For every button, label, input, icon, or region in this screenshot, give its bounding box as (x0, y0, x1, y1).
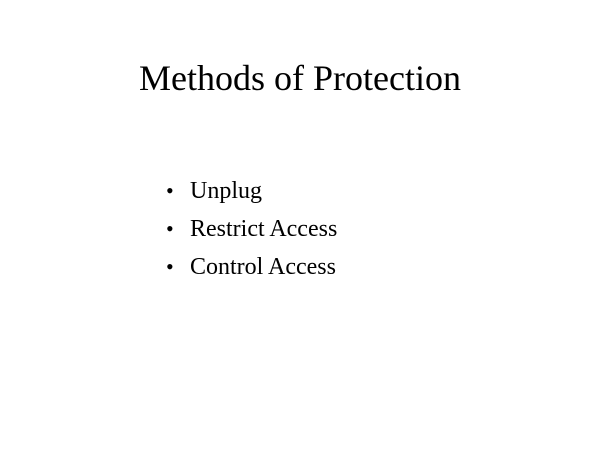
bullet-list (166, 172, 337, 286)
slide-title: Methods of Protection (139, 58, 461, 98)
bullet-icon: • (166, 254, 174, 279)
bullet-item-control-access (166, 248, 337, 286)
bullet-text: Restrict Access (190, 216, 338, 242)
bullet-item-unplug (166, 172, 337, 210)
bullet-icon: • (166, 216, 174, 241)
bullet-item-restrict-access (166, 210, 337, 248)
bullet-text: Unplug (190, 178, 262, 204)
bullet-icon: • (166, 178, 174, 203)
bullet-text: Control Access (190, 254, 336, 280)
